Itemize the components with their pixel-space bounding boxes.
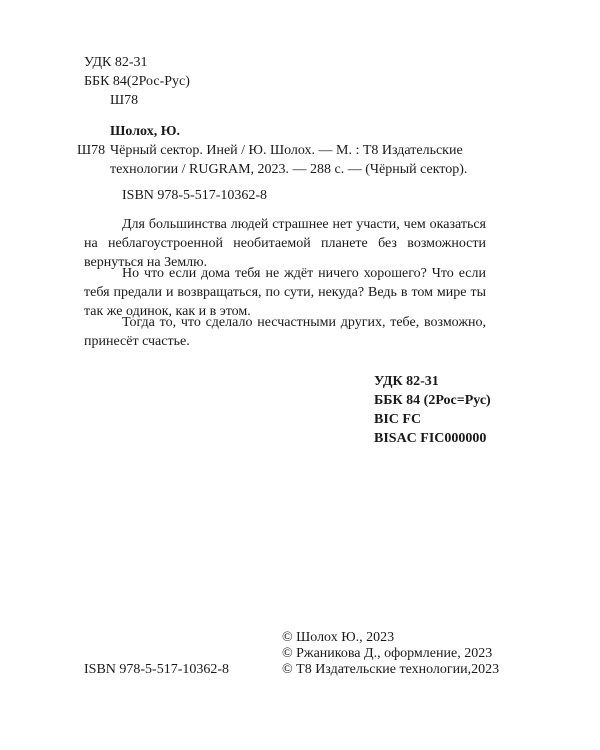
isbn-main: ISBN 978-5-517-10362-8 [122, 188, 268, 203]
annotation-paragraph-2: Но что если дома тебя не ждёт ничего хорошего? Что если тебя предали и возвращаться, по сути, некуда? Ведь в том мире ты так же одинок, как и в этом. [84, 266, 486, 319]
copyright-publisher: © Т8 Издательские технологии,2023 [282, 662, 500, 677]
author-mark: Ш78 [77, 143, 106, 158]
annotation-paragraph-3: Тогда то, что сделало несчастными других, тебе, возможно, принесёт счастье. [84, 315, 486, 349]
author-mark-top: Ш78 [110, 93, 139, 108]
udk-top: УДК 82-31 [84, 55, 148, 70]
bbk-top: ББК 84(2Рос-Рус) [84, 74, 190, 89]
bisac-right: BISAC FIC000000 [374, 431, 487, 446]
author-heading: Шолох, Ю. [110, 124, 180, 139]
copyright-author: © Шолох Ю., 2023 [282, 630, 395, 645]
description-line-1: Чёрный сектор. Иней / Ю. Шолох. — М. : Т8 Издательские [110, 143, 463, 158]
copyright-design: © Ржаникова Д., оформление, 2023 [282, 646, 493, 661]
udk-right: УДК 82-31 [374, 374, 439, 389]
isbn-footer: ISBN 978-5-517-10362-8 [84, 662, 230, 677]
bic-right: BIC FC [374, 412, 422, 427]
bbk-right: ББК 84 (2Рос=Рус) [374, 393, 491, 408]
annotation-paragraph-1: Для большинства людей страшнее нет участи, чем оказаться на неблагоустроенной необитаемой планете без возможности вернуться на Землю. [84, 217, 486, 270]
description-line-2: технологии / RUGRAM, 2023. — 288 с. — (Чёрный сектор). [110, 162, 468, 177]
